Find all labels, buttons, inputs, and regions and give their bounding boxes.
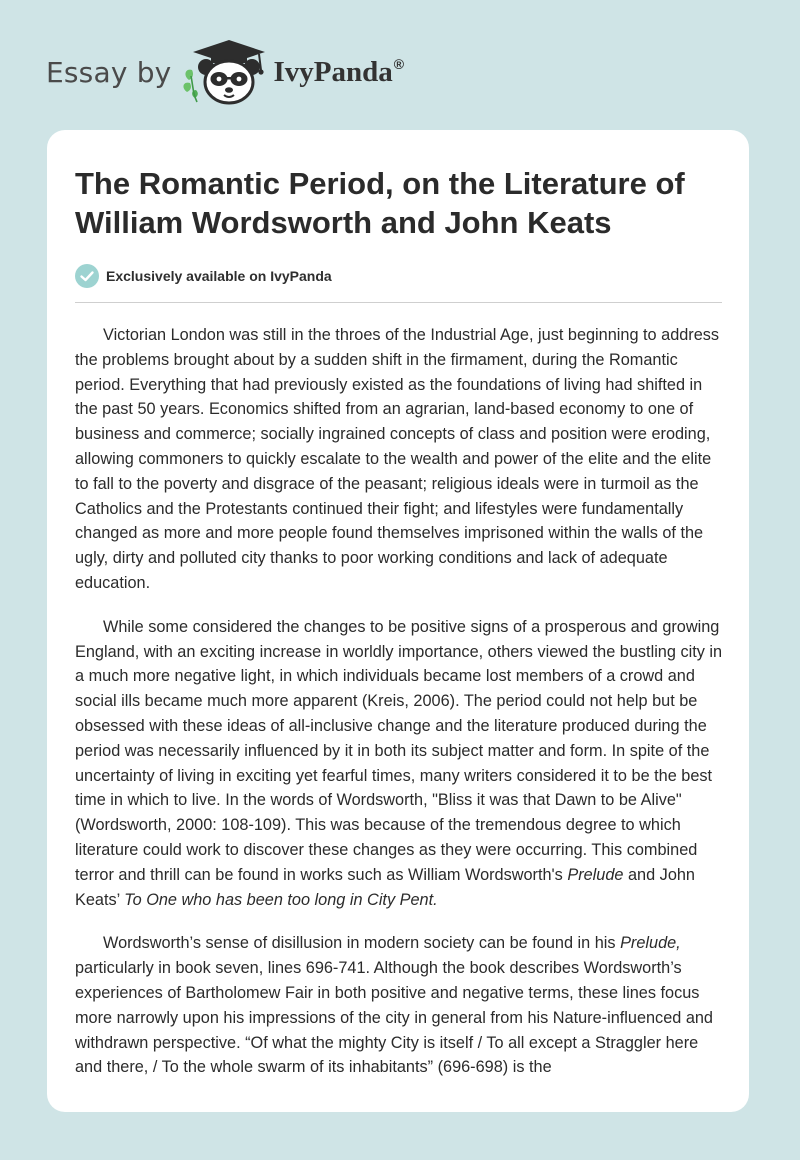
brand-name: IvyPanda <box>273 55 393 88</box>
paragraph-2 <box>75 615 723 913</box>
prelude-title: Prelude <box>567 865 624 884</box>
page-title: The Romantic Period, on the Literature of William Wordsworth and John Keats <box>75 166 685 240</box>
exclusive-badge <box>75 264 332 288</box>
paragraph-3 <box>75 931 723 1080</box>
site-brand[interactable] <box>46 36 404 108</box>
check-circle-icon <box>75 264 99 288</box>
paragraph-1: Victorian London was still in the throes of the Industrial Age, just beginning to address the problems brought about by a sudden shift in the firmament, during the Romantic period. Everything that had previously existed as the foundations of living had shifted in the past 50 years. Economics shifted from an agrarian, land-based economy to one of business and commerce; socially ingrained concepts of class and position were eroding, allowing commoners to quickly escalate to the wealth and power of the elite and the elite to fall to the poverty and disgrace of the peasant; religious ideals were in turmoil as the Catholics and the Protestants continued their fight; and lifestyles were fundamentally changed as more and more people found themselves imprisoned within the walls of the ugly, dirty and polluted city thanks to poor working conditions and lack of adequate education. <box>75 326 720 592</box>
paragraph-2-text-a: While some considered the changes to be positive signs of a prosperous and growing England, with an exciting increase in worldly importance, others viewed the bustling city in a much more negative light, in which individuals became lost members of a crowd and social ills became much more apparent (Kreis, 2006). The period could not help but be obsessed with these ideas of all-inclusive change and the literature produced during the period was necessarily influenced by it in both its subject matter and form. In spite of the uncertainty of living in exciting yet fearful times, many writers considered it to be the best time in which to live. In the words of Wordsworth, "Bliss it was that Dawn to be Alive" (Wordsworth, 2000: 108-109). This was because of the tremendous degree to which literature could work to discover these changes as they were occurring. This combined terror and thrill can be found in works such as William Wordsworth's <box>75 617 723 884</box>
essay-card <box>47 130 749 1112</box>
badge-text: Exclusively available on IvyPanda <box>106 268 332 284</box>
paragraph-2-text-b: and John Keats’ <box>75 865 695 909</box>
prelude-title-2: Prelude, <box>620 934 681 953</box>
brand-prefix: Essay by <box>46 55 172 89</box>
registered-mark: ® <box>393 56 405 72</box>
panda-graduate-icon <box>181 36 269 108</box>
divider <box>75 302 722 303</box>
paragraph-3-text-b: particularly in book seven, lines 696-741. Although the book describes Wordsworth’s experiences of Bartholomew Fair in both positive and negative terms, these lines focus more narrowly upon his impressions of the city in general from his Nature-influenced and withdrawn perspective. “Of what the mighty City is itself / To all except a Straggler here and there, / To the whole swarm of its inhabitants” (696-698) is the <box>75 959 713 1077</box>
keats-poem-title: To One who has been too long in City Pent. <box>124 890 438 909</box>
paragraph-3-text-a: Wordsworth’s sense of disillusion in modern society can be found in his <box>103 934 621 953</box>
essay-body <box>75 323 723 1099</box>
